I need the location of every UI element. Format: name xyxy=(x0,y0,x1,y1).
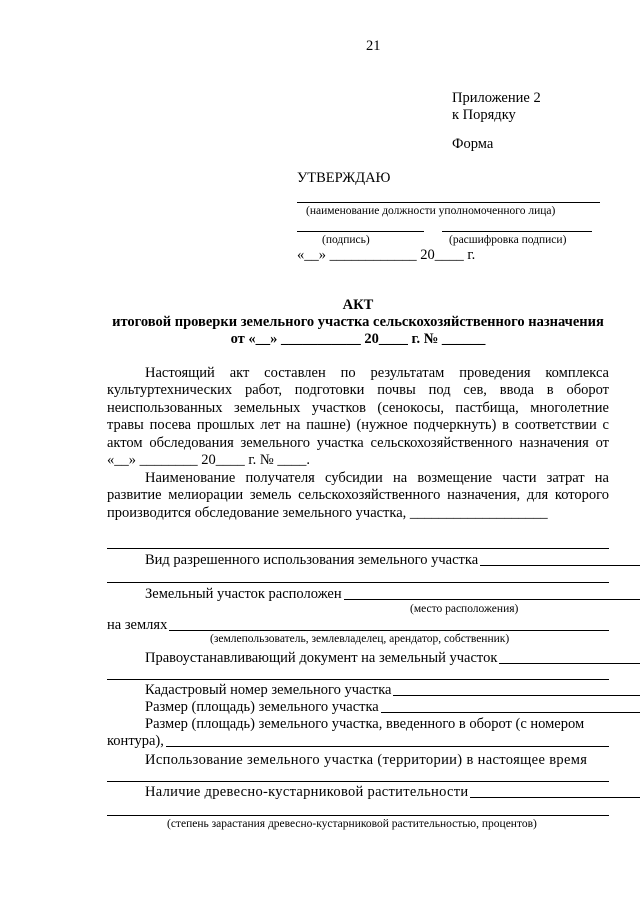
act-title: АКТ xyxy=(342,297,374,313)
position-line xyxy=(297,202,600,203)
location-field xyxy=(344,599,640,600)
lands-field xyxy=(169,630,609,631)
lands-caption: (землепользователь, землевладелец, арендатор, собственник) xyxy=(210,633,510,645)
trees-label: Наличие древесно-кустарниковой растительности xyxy=(145,784,469,800)
appendix-line-1: Приложение 2 xyxy=(452,90,541,106)
title-doc-field xyxy=(499,663,640,664)
usage-label: Использование земельного участка (территории) в настоящее время xyxy=(145,752,588,768)
size-put-label: Размер (площадь) земельного участка, введенного в оборот (с номером xyxy=(145,716,585,732)
size-put-row xyxy=(107,715,640,733)
permitted-use-label: Вид разрешенного использования земельного участка xyxy=(145,552,479,568)
lands-row xyxy=(107,616,609,634)
usage-row xyxy=(107,751,640,769)
usage-line-2 xyxy=(107,781,609,782)
location-label: Земельный участок расположен xyxy=(145,586,342,602)
recipient-line xyxy=(107,548,609,549)
act-date: от «__» ___________ 20____ г. № ______ xyxy=(230,331,486,347)
size-row xyxy=(107,698,640,716)
trees-field xyxy=(470,797,640,798)
title-doc-label: Правоустанавливающий документ на земельный участок xyxy=(145,650,498,666)
permitted-use-line-2 xyxy=(107,582,609,583)
location-row xyxy=(107,585,640,603)
position-caption: (наименование должности уполномоченного лица) xyxy=(306,205,556,217)
permitted-use-field xyxy=(480,565,640,566)
location-caption: (место расположения) xyxy=(410,603,519,615)
cadastral-row xyxy=(107,681,640,699)
decoding-line xyxy=(442,231,592,232)
signature-caption: (подпись) xyxy=(322,234,370,246)
contour-row xyxy=(107,732,609,750)
trees-caption: (степень зарастания древесно-кустарниковой растительностью, процентов) xyxy=(167,818,537,830)
decoding-caption: (расшифровка подписи) xyxy=(449,234,567,246)
title-doc-row xyxy=(107,649,640,667)
page-number: 21 xyxy=(366,38,381,54)
contour-field xyxy=(166,746,609,747)
signature-line xyxy=(297,231,424,232)
trees-row xyxy=(107,783,640,801)
paragraph-recipient: Наименование получателя субсидии на возмещение части затрат на развитие мелиорации земель сельскохозяйственного назначения, для которого производится обследование земельного участка, ___________________ xyxy=(107,470,609,521)
approve-date: «__» ____________ 20____ г. xyxy=(297,247,476,263)
paragraph-act-basis: Настоящий акт составлен по результатам проведения комплекса культуртехнических работ, подготовки почвы под сев, ввода в оборот неиспользованных земельных участков (сенокосы, пастбища, многолетние травы посева прошлых лет на пашне) (нужное подчеркнуть) в соответствии с актом обследования земельного участка сельскохозяйственного назначения от «__» ________ 20____ г. № ____. xyxy=(107,365,609,469)
permitted-use-row xyxy=(107,551,640,569)
size-field xyxy=(381,712,640,713)
act-subtitle: итоговой проверки земельного участка сельскохозяйственного назначения xyxy=(112,314,604,330)
cadastral-field xyxy=(393,695,640,696)
size-label: Размер (площадь) земельного участка xyxy=(145,699,379,715)
form-label: Форма xyxy=(452,136,494,152)
lands-label: на землях xyxy=(107,617,168,633)
title-doc-line-2 xyxy=(107,679,609,680)
appendix-line-2: к Порядку xyxy=(452,107,516,123)
approve-title: УТВЕРЖДАЮ xyxy=(297,170,391,186)
trees-line-2 xyxy=(107,815,609,816)
contour-label: контура), xyxy=(107,733,164,749)
cadastral-label: Кадастровый номер земельного участка xyxy=(145,682,392,698)
